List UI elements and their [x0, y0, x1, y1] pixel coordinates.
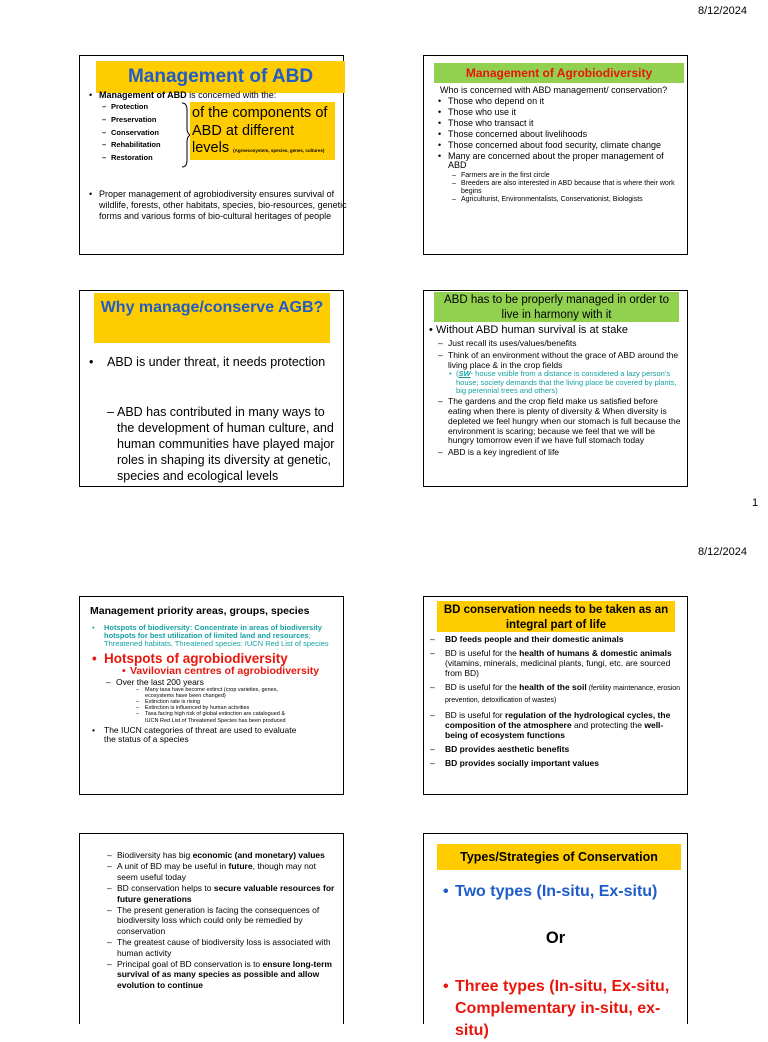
list-item: – Many taxa have become extinct (crop varieties, genes, ecosystems have been changed) — [136, 687, 296, 699]
list-item: – BD conservation helps to secure valuable resources for future generations — [107, 883, 337, 904]
slide-title: BD conservation needs to be taken as an integral part of life — [443, 604, 669, 631]
vavilovian-centres: • Vavilovian centres of agrobiodiversity — [122, 666, 340, 677]
list-item: • Those who use it — [438, 108, 683, 118]
proper-management-bullet: • Proper management of agrobiodiversity ensures survival of wildlife, forests, other habitats, species, bio-resources, genetic forms and various forms of bio-cultural heritages of people — [89, 189, 349, 222]
slide-priority-areas — [79, 596, 344, 795]
slide-title: Management of Agrobiodiversity — [465, 66, 653, 80]
slide-management-of-abd — [79, 55, 347, 255]
page-number: 1 — [752, 497, 759, 509]
list-item: • Those concerned about livelihoods — [438, 130, 683, 140]
list-item: – BD provides socially important values — [430, 758, 685, 768]
sub-list — [438, 172, 683, 204]
list-item: – Agriculturist, Environmentalists, Conservationist, Biologists — [452, 196, 683, 204]
list-item: – Taxa facing high risk of global extinction are catalogued & IUCN Red List of Threatened Species has been produced — [136, 711, 296, 723]
or-text: Or — [545, 929, 566, 947]
list-item: • Those who transact it — [438, 119, 683, 129]
list-item: – Preservation — [102, 114, 192, 127]
list-item: – The present generation is facing the consequences of biodiversity loss which could only be remedied by conservation — [107, 905, 337, 936]
slide-title: Why manage/conserve AGB? — [100, 299, 324, 316]
list-item: – Conservation — [102, 127, 192, 140]
slide-body — [438, 339, 682, 458]
two-types: • Two types (In-situ, Ex-situ) — [443, 881, 670, 902]
slide-biodiversity-values — [79, 833, 344, 1024]
page-date: 8/12/2024 — [698, 5, 747, 17]
hotspots-agrobiodiversity: • Hotspots of agrobiodiversity — [92, 651, 340, 666]
slide-title: ABD has to be properly managed in order to live in harmony with it — [443, 294, 670, 321]
slide-body — [430, 634, 685, 768]
list-item: – Biodiversity has big economic (and monetary) values — [107, 850, 337, 860]
threat-bullet: • ABD is under threat, it needs protection — [89, 354, 342, 370]
over-200-years: – Over the last 200 years — [106, 677, 340, 687]
slide-why-manage — [79, 290, 344, 487]
list-item: – The greatest cause of biodiversity loss is associated with human activity — [107, 937, 337, 958]
survival-bullet: • Without ABD human survival is at stake — [429, 324, 686, 337]
list-item: – Farmers are in the first circle — [452, 172, 683, 180]
list-item: – BD is useful for the health of humans & domestic animals (vitamins, minerals, medicinal plants, fungi, etc. are sourced from BD) — [430, 648, 685, 678]
sw-note: • (SW- house visible from a distance is considered a lazy person’s house; society demands that the living place be covered by plants, big perennial trees and others) — [449, 369, 677, 395]
list-item: • Many are concerned about the proper management of ABD — [438, 152, 683, 171]
list-item: – Restoration — [102, 152, 192, 165]
list-item: • Those who depend on it — [438, 97, 683, 107]
list-item: – ABD is a key ingredient of life — [438, 448, 682, 458]
slide-properly-managed — [423, 290, 688, 487]
slide-body — [438, 86, 683, 204]
list-item: – BD feeds people and their domestic animals — [430, 634, 685, 644]
small-list — [136, 687, 296, 724]
slide-body — [107, 850, 337, 990]
list-item: – Extinction is influenced by human activities — [136, 705, 296, 711]
list-item: – BD provides aesthetic benefits — [430, 744, 685, 754]
slide-title: Management of ABD — [127, 66, 314, 87]
three-types: • Three types (In-situ, Ex-situ, Complementary in-situ, ex-situ) — [443, 976, 680, 1042]
list-item: – BD is useful for the health of the soil (fertility maintenance, erosion prevention, detoxification of wastes) — [430, 682, 685, 706]
iucn-bullet: • The IUCN categories of threat are used to evaluate the status of a species — [92, 726, 304, 745]
list-item: – Just recall its uses/values/benefits — [438, 339, 682, 349]
sub-list — [102, 101, 192, 165]
components-box: of the components of ABD at different levels (Agroecosystem, species, genes, cultures) — [190, 102, 335, 160]
slide-management-of-agrobiodiversity — [423, 55, 688, 255]
contribution-sub: – ABD has contributed in many ways to the development of human culture, and human communities have played major roles in shaping its diversity at genetic, species and ecological levels — [107, 404, 342, 484]
intro-bullet: • Management of ABD is concerned with the: — [89, 90, 349, 101]
slide-bd-conservation — [423, 596, 688, 795]
hotspots-biodiversity: • Hotspots of biodiversity: Concentrate in areas of biodiversity hotspots for best utilization of limited land and resources; Threatened habitats, Threatened species: IUCN Red List of species — [92, 624, 340, 649]
slide-types-of-conservation — [423, 833, 688, 1039]
list-item: – Protection — [102, 101, 192, 114]
list-item: – Think of an environment without the grace of ABD around the living place & in the crop fields — [438, 351, 682, 371]
list-item: – Principal goal of BD conservation is to ensure long-term survival of as many species as possible and allow evolution to continue — [107, 959, 337, 990]
list-item: – A unit of BD may be useful in future, though may not seem useful today — [107, 861, 337, 882]
list-item: • Those concerned about food security, climate change — [438, 141, 683, 151]
list-item: – Breeders are also interested in ABD because that is where their work begins — [452, 180, 683, 195]
intro: Who is concerned with ABD management/ conservation? — [440, 85, 668, 95]
page-date: 8/12/2024 — [698, 546, 747, 558]
list-item: – The gardens and the crop field make us satisfied before eating when there is plenty of diversity & When diversity is depleted we feel hungry when our stomach is full because the environment is scaring; because we feel that we will be hungry tomorrow even if we have full stomach today — [438, 397, 682, 446]
slide-title: Management priority areas, groups, species — [90, 605, 310, 617]
list-item: – Extinction rate is rising — [136, 699, 296, 705]
slide-title: Types/Strategies of Conservation — [460, 850, 658, 864]
list-item: – BD is useful for regulation of the hydrological cycles, the composition of the atmosphere and protecting the well-being of ecosystem functions — [430, 710, 685, 740]
slide-body — [92, 624, 340, 745]
list-item: – Rehabilitation — [102, 139, 192, 152]
